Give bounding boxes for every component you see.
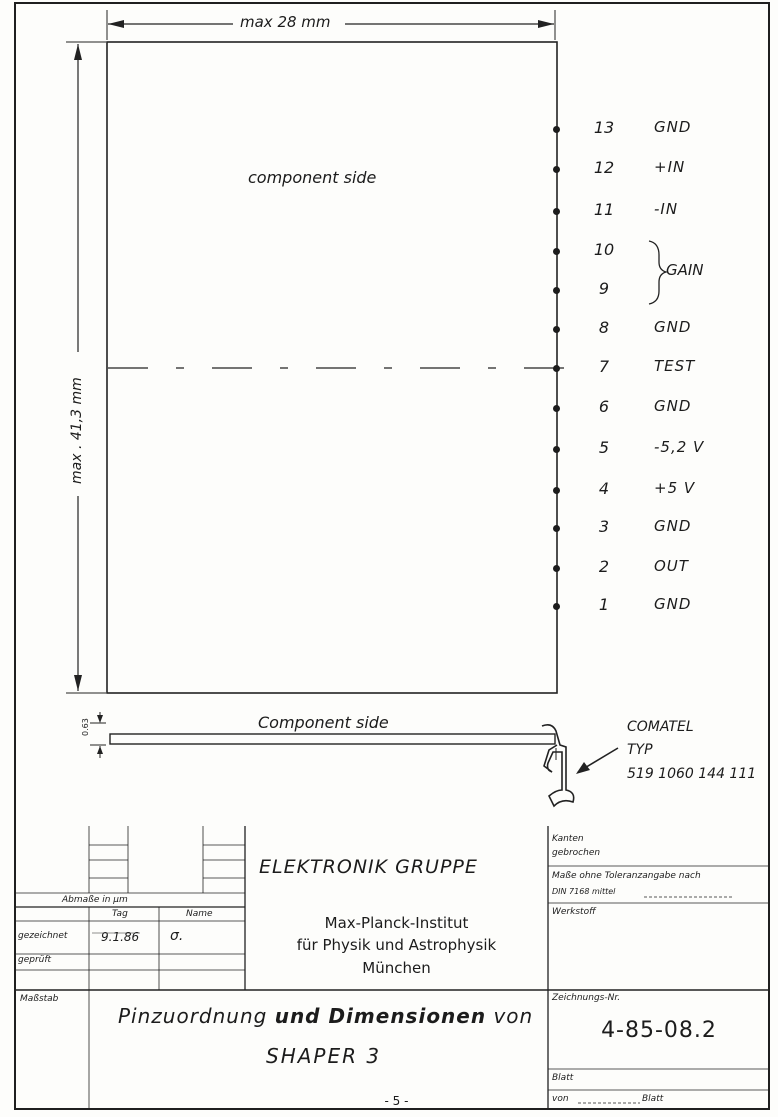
pin-number: 6 — [598, 397, 610, 416]
pin-number: 10 — [593, 240, 615, 259]
thickness-dimension: 0.63 — [81, 718, 90, 736]
drawing-title-line1 — [118, 1006, 533, 1026]
pin-label: GND — [654, 118, 692, 136]
pin-number: 13 — [593, 118, 615, 137]
pin-label: -5,2 V — [654, 438, 705, 456]
pin-number: 2 — [598, 557, 610, 576]
drawn-signature: σ. — [170, 928, 184, 944]
title-word-1: Pinzuordnung — [118, 1004, 268, 1028]
geprueft-label: geprüft — [18, 955, 52, 965]
gain-label: GAIN — [666, 261, 704, 279]
drawing-title-line2: SHAPER 3 — [266, 1044, 382, 1068]
pin-label: GND — [654, 397, 692, 415]
pin-dot — [553, 326, 560, 333]
side-view-board — [110, 734, 555, 744]
connector-line1: COMATEL — [627, 719, 694, 735]
pin-dot — [553, 405, 560, 412]
pin-label: -IN — [654, 200, 679, 218]
pin-dot — [553, 287, 560, 294]
pin-dot — [553, 446, 560, 453]
pin-dot — [553, 166, 560, 173]
gezeichnet-label: gezeichnet — [18, 931, 68, 941]
height-dimension: max . 41,3 mm — [69, 377, 85, 484]
pin-dot — [553, 525, 560, 532]
pin-dot — [553, 248, 560, 255]
pin-number: 5 — [598, 438, 610, 457]
pin-label: OUT — [654, 557, 689, 575]
kanten-label: Kanten — [552, 834, 584, 844]
tag-header: Tag — [112, 909, 128, 919]
drawing-number-label: Zeichnungs-Nr. — [552, 993, 621, 1003]
pin-number: 8 — [598, 318, 610, 337]
component-side-label: component side — [248, 168, 377, 187]
name-header: Name — [186, 909, 213, 919]
pin-dot — [553, 565, 560, 572]
connector-drawing — [542, 725, 574, 806]
blatt-label: Blatt — [552, 1073, 574, 1083]
pin-dot — [553, 487, 560, 494]
pin-number: 3 — [598, 517, 610, 536]
institute-line2: für Physik und Astrophysik — [296, 936, 497, 954]
pin-number: 4 — [598, 479, 610, 498]
von-label: von — [552, 1094, 569, 1104]
institute-line1: Max-Planck-Institut — [324, 914, 469, 932]
pin-label: GND — [654, 318, 692, 336]
institute-line3: München — [362, 959, 431, 977]
tolerance-line1: Maße ohne Toleranzangabe nach — [552, 871, 701, 881]
title-word-3: von — [493, 1004, 534, 1028]
width-dimension: max 28 mm — [240, 13, 331, 31]
pin-label: +5 V — [654, 479, 696, 497]
pin-number: 12 — [593, 158, 615, 177]
pin-label: +IN — [654, 158, 686, 176]
pin-dot — [553, 208, 560, 215]
werkstoff-label: Werkstoff — [552, 907, 596, 917]
page-number: - 5 - — [384, 1094, 409, 1108]
gebrochen-label: gebrochen — [552, 848, 601, 858]
pin-number: 9 — [598, 279, 610, 298]
title-word-2: und Dimensionen — [274, 1004, 487, 1028]
pin-number: 1 — [598, 595, 610, 614]
drawing-number: 4-85-08.2 — [601, 1018, 717, 1043]
pin-dot — [553, 365, 560, 372]
pin-dot — [553, 603, 560, 610]
group-name: ELEKTRONIK GRUPPE — [259, 856, 478, 878]
abmasse-label: Abmaße in µm — [62, 895, 128, 905]
pin-label: GND — [654, 595, 692, 613]
pin-dot — [553, 126, 560, 133]
connector-line2: TYP — [627, 742, 653, 758]
pin-number: 11 — [593, 200, 615, 219]
connector-line3: 519 1060 144 111 — [627, 766, 757, 782]
blatt-label-2: Blatt — [642, 1094, 664, 1104]
massstab-label: Maßstab — [20, 994, 59, 1004]
pin-number: 7 — [598, 357, 610, 376]
side-view-label: Component side — [258, 713, 389, 732]
drawn-date: 9.1.86 — [101, 930, 140, 944]
tolerance-line2: DIN 7168 mittel — [552, 887, 616, 896]
pin-label: TEST — [654, 357, 696, 375]
pin-label: GND — [654, 517, 692, 535]
